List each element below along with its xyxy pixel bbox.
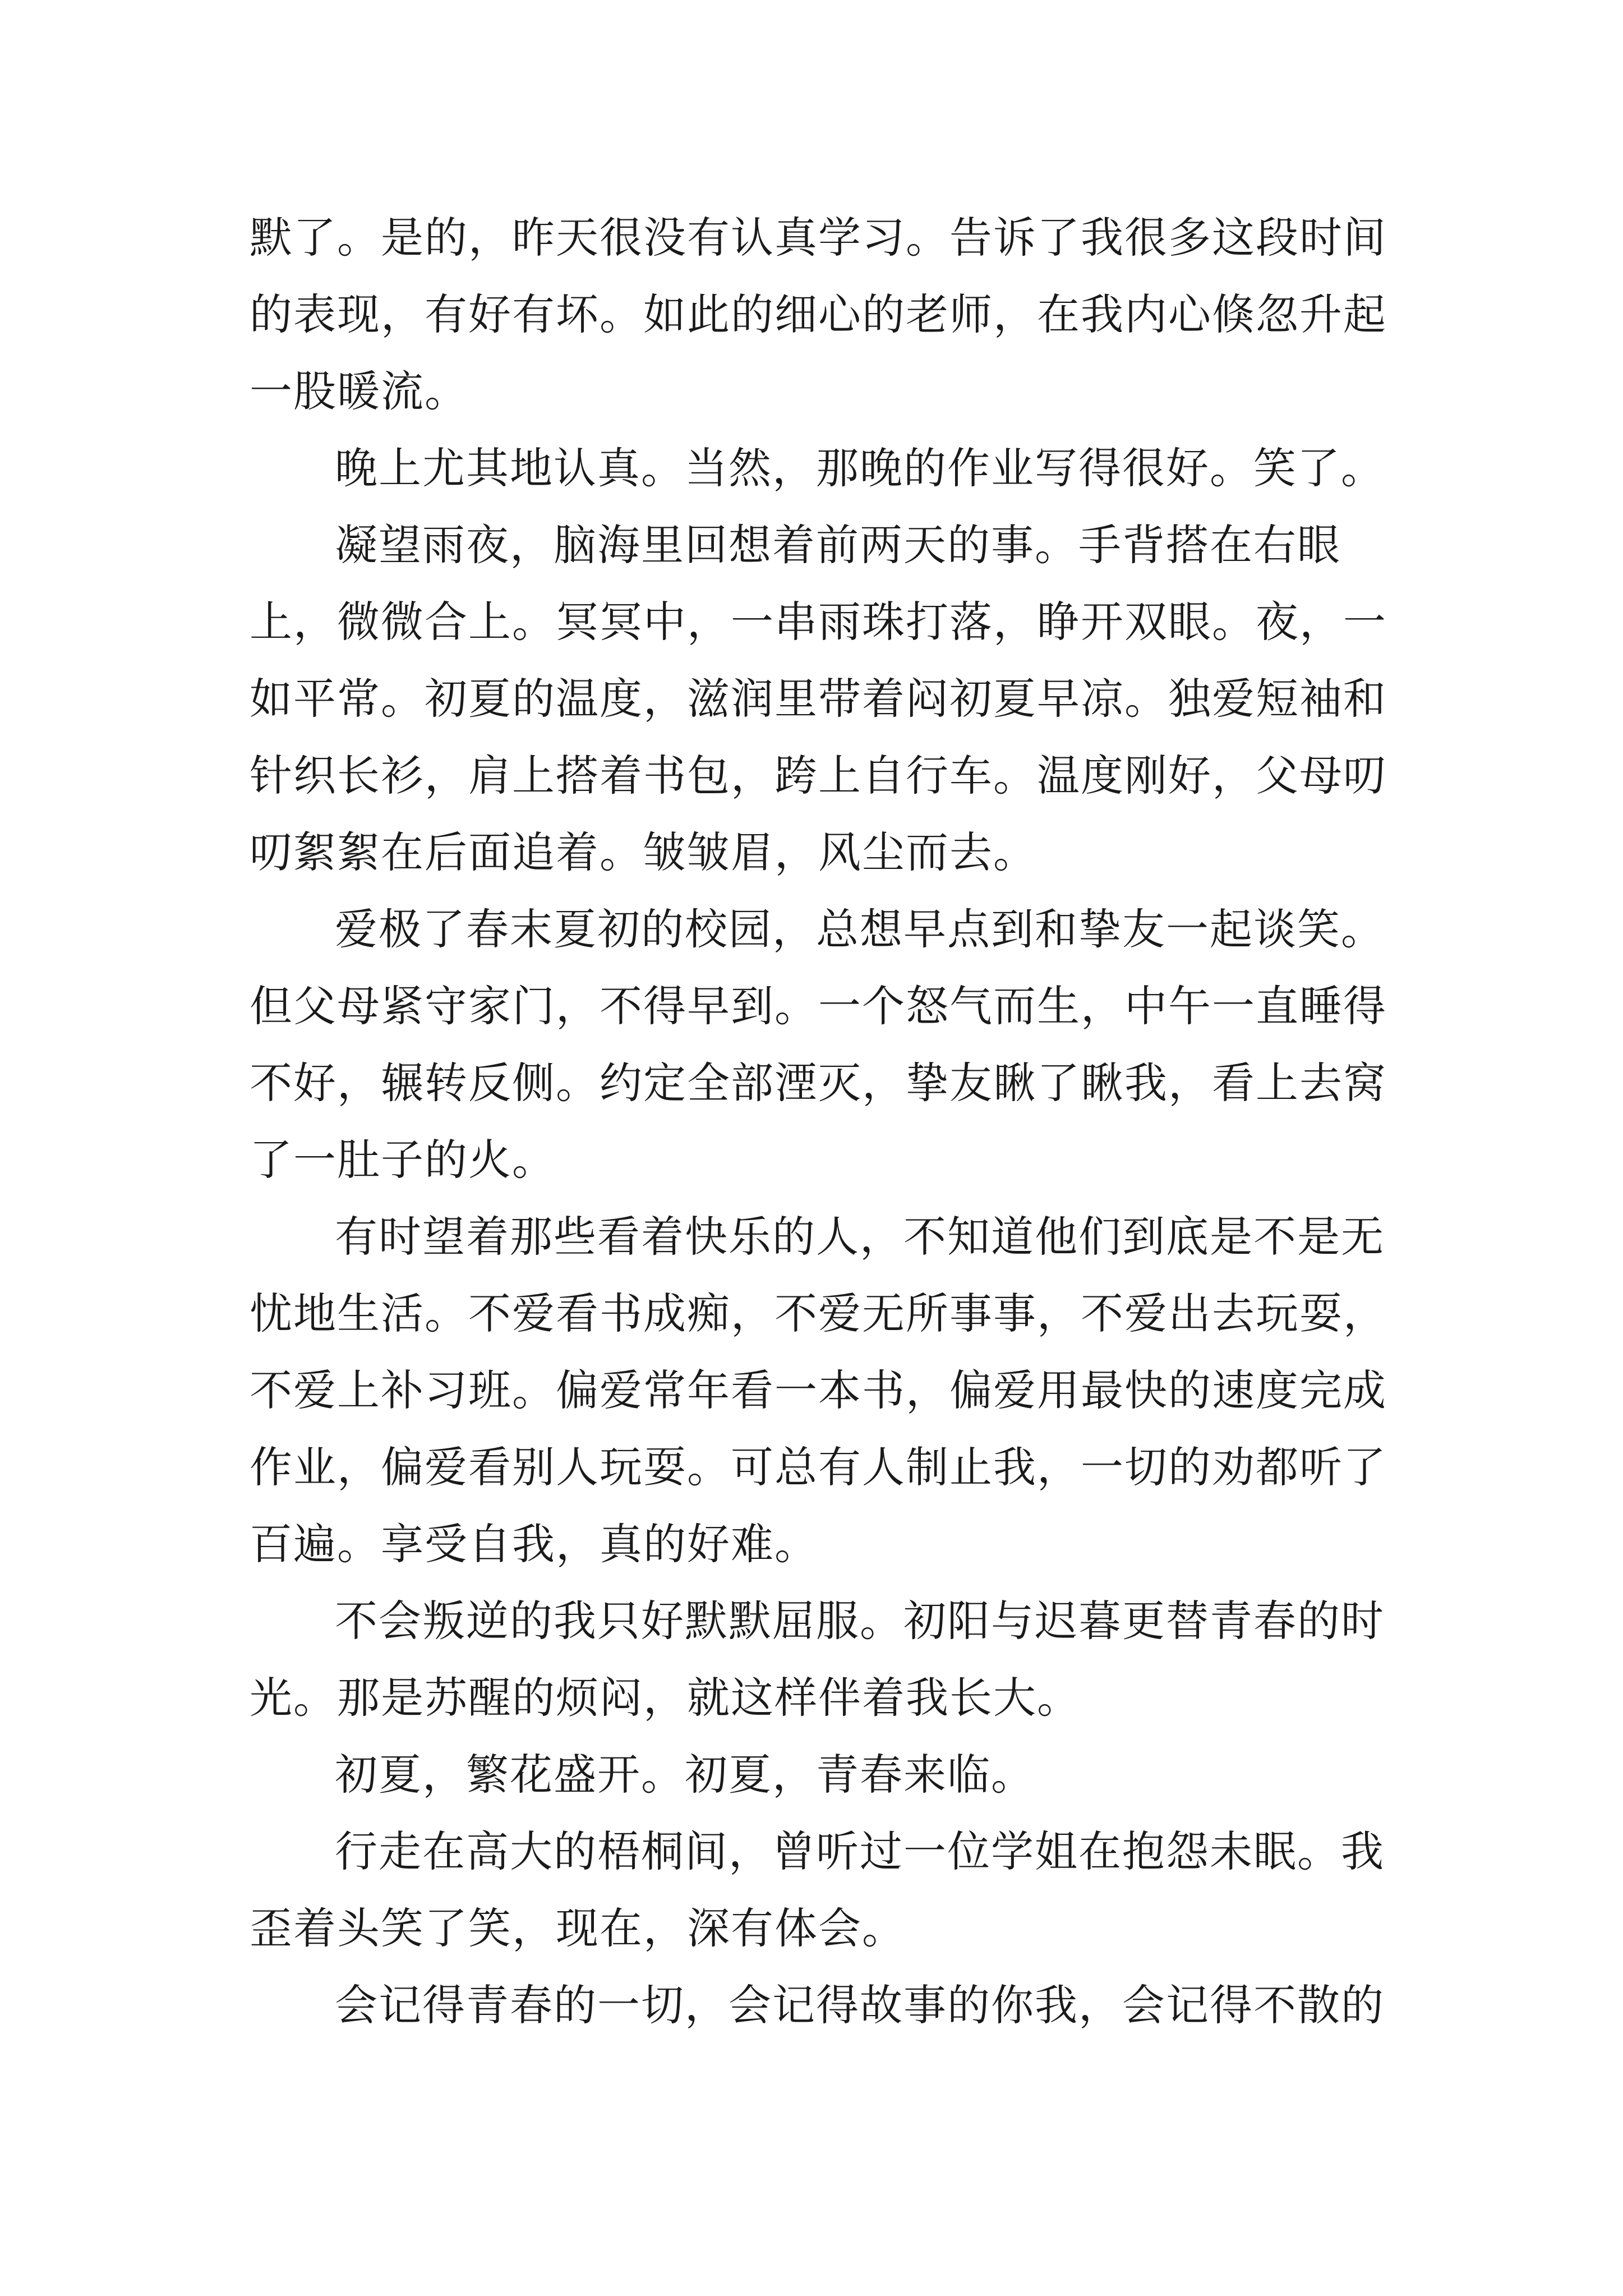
paragraph: 凝望雨夜，脑海里回想着前两天的事。手背搭在右眼上，微微合上。冥冥中，一串雨珠打落，睁开双眼。夜，一如平常。初夏的温度，滋润里带着闷初夏早凉。独爱短袖和针织长衫，肩上搭着书包，跨上自行车。温度刚好，父母叨叨絮絮在后面追着。皱皱眉，风尘而去。 xyxy=(250,520,1387,877)
paragraph: 不会叛逆的我只好默默屈服。初阳与迟暮更替青春的时光。那是苏醒的烦闷，就这样伴着我长大。 xyxy=(250,1596,1385,1723)
paragraph: 有时望着那些看着快乐的人，不知道他们到底是不是无忧地生活。不爱看书成痴，不爱无所事事，不爱出去玩耍，不爱上补习班。偏爱常年看一本书，偏爱用最快的速度完成作业，偏爱看别人玩耍。可总有人制止我，一切的劝都听了百遍。享受自我，真的好难。 xyxy=(250,1212,1387,1569)
paragraph: 默了。是的，昨天很没有认真学习。告诉了我很多这段时间的表现，有好有坏。如此的细心的老师，在我内心倏忽升起一股暖流。 xyxy=(250,213,1387,416)
paragraph: 行走在高大的梧桐间，曾听过一位学姐在抱怨未眠。我歪着头笑了笑，现在，深有体会。 xyxy=(250,1826,1385,1953)
paragraph: 晚上尤其地认真。当然，那晚的作业写得很好。笑了。 xyxy=(335,443,1385,493)
paragraph: 会记得青春的一切，会记得故事的你我，会记得不散的 xyxy=(335,1980,1385,2030)
body-text xyxy=(250,199,1399,2044)
paragraph: 初夏，繁花盛开。初夏，青春来临。 xyxy=(335,1750,1035,1800)
paragraph: 爱极了春末夏初的校园，总想早点到和挚友一起谈笑。但父母紧守家门，不得早到。一个怒气而生，中午一直睡得不好，辗转反侧。约定全部湮灭，挚友瞅了瞅我，看上去窝了一肚子的火。 xyxy=(250,904,1387,1185)
